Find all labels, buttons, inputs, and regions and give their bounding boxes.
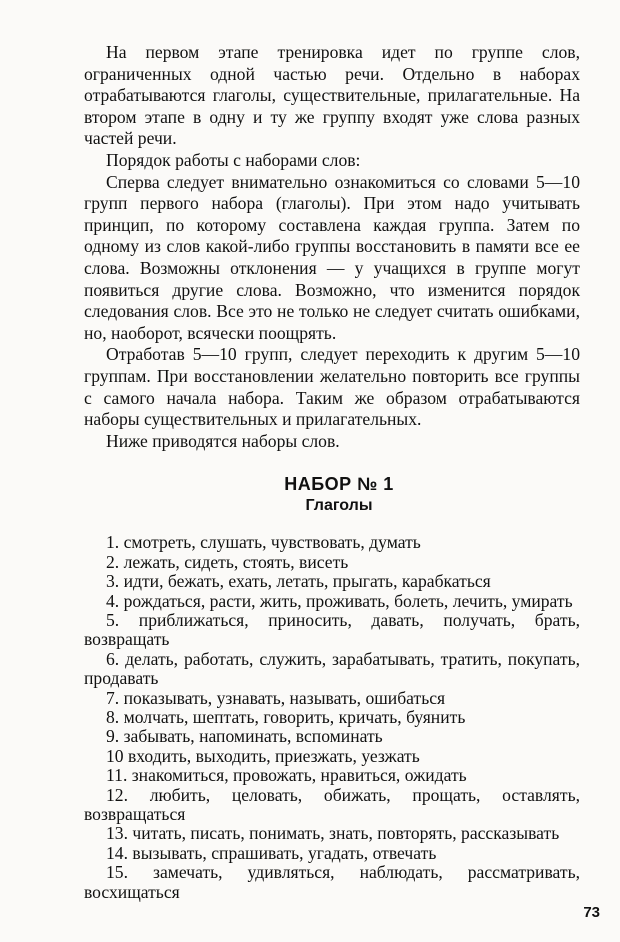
- section-subtitle: Глаголы: [305, 497, 373, 515]
- word-group-item: 3. идти, бежать, ехать, летать, прыгать, карабкаться: [106, 571, 491, 592]
- word-group-item: 4. рождаться, расти, жить, проживать, болеть, лечить, умирать: [106, 590, 573, 611]
- word-group-item: 7. показывать, узнавать, называть, ошибаться: [106, 687, 446, 708]
- paragraph-continuation: Отработав 5—10 групп, следует переходить к другим 5—10 группам. При восстановлении желательно повторить все группы с самого начала набора. Таким же образом отрабатываются наборы существительных и прилагательных.: [84, 344, 580, 430]
- word-group-item: 6. делать, работать, служить, зарабатывать, тратить, покупать, продавать: [84, 648, 580, 689]
- word-group-item: 5. приближаться, приносить, давать, получать, брать, возвращать: [84, 609, 580, 650]
- word-group-item: 12. любить, целовать, обижать, прощать, оставлять, возвращаться: [84, 784, 580, 824]
- word-group-item: 8. молчать, шептать, говорить, кричать, буянить: [106, 706, 466, 727]
- paragraph-instructions: Сперва следует внимательно ознакомиться со словами 5—10 групп первого набора (глаголы). При этом надо учитывать принцип, по которому составлена каждая группа. Затем по одному из слов какой-либо группы восстановить в памяти все ее слова. Возможны отклонения — у учащихся в группе могут появиться другие слова. Возможно, что изменится порядок следования слов. Все это не только не следует считать ошибками, но, наоборот, всячески поощрять.: [84, 171, 580, 343]
- paragraph-intro: На первом этапе тренировка идет по группе слов, ограниченных одной частью речи. Отдельно в наборах отрабатываются глаголы, существительные, прилагательные. На втором этапе в одну и ту же группу входят уже слова разных частей речи.: [84, 42, 580, 149]
- word-group-item: 10 входить, выходить, приезжать, уезжать: [106, 745, 420, 766]
- paragraph-order-heading: Порядок работы с наборами слов:: [106, 149, 361, 170]
- page-number: 73: [583, 904, 600, 921]
- word-group-item: 11. знакомиться, провожать, нравиться, ожидать: [106, 765, 467, 786]
- word-group-item: 2. лежать, сидеть, стоять, висеть: [106, 551, 349, 572]
- word-group-item: 1. смотреть, слушать, чувствовать, думать: [106, 532, 421, 553]
- word-group-item: 14. вызывать, спрашивать, угадать, отвечать: [106, 842, 437, 863]
- section-heading: [84, 473, 580, 516]
- section-title: НАБОР № 1: [284, 474, 394, 495]
- word-group-list: [84, 533, 580, 902]
- word-group-item: 15. замечать, удивляться, наблюдать, рассматривать, восхищаться: [84, 862, 580, 902]
- text-column: [84, 42, 580, 902]
- paragraph-list-intro: Ниже приводятся наборы слов.: [106, 430, 340, 451]
- word-group-item: 13. читать, писать, понимать, знать, повторять, рассказывать: [106, 823, 560, 844]
- word-group-item: 9. забывать, напоминать, вспоминать: [106, 726, 383, 747]
